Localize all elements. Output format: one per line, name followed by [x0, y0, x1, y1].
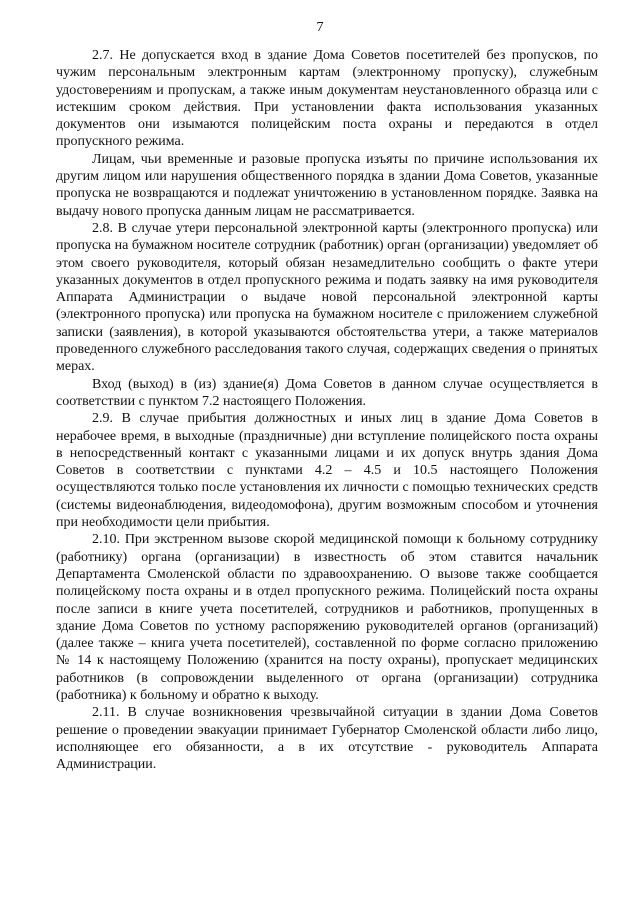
- paragraph-2-11: 2.11. В случае возникновения чрезвычайной ситуации в здании Дома Советов решение о проведении эвакуации принимает Губернатор Смоленской области либо лицо, исполняющее его обязанности, а в их отсутствие - руководитель Аппарата Администрации.: [56, 705, 598, 773]
- paragraph-2-9: 2.9. В случае прибытия должностных и иных лиц в здание Дома Советов в нерабочее время, в выходные (праздничные) дни вступление полицейского поста охраны в непосредственный контакт с указанными лицами и их допуск внутрь здания Дома Советов в соответствии с пунктами 4.2 – 4.5 и 10.5 настоящего Положения осуществляются только после установления их личности с помощью технических средств (системы видеонаблюдения, видеодомофона), другим возможным способом и уточнения при необходимости цели прибытия.: [56, 411, 598, 531]
- document-body: [56, 47, 598, 773]
- paragraph-confiscated-passes: Лицам, чьи временные и разовые пропуска изъяты по причине использования их другим лицом или нарушения общественного порядка в здании Дома Советов, указанные пропуска не возвращаются и подлежат уничтожению в установленном порядке. Заявка на выдачу нового пропуска данным лицам не рассматривается.: [56, 151, 598, 219]
- paragraph-2-7: 2.7. Не допускается вход в здание Дома Советов посетителей без пропусков, по чужим персональным электронным картам (электронному пропуску), служебным удостоверениям и пропускам, а также иным документам неустановленного образца или с истекшим сроком действия. При установлении факта использования указанных документов они изымаются полицейским поста охраны и передаются в отдел пропускного режима.: [56, 48, 598, 150]
- paragraph-2-10: 2.10. При экстренном вызове скорой медицинской помощи к больному сотруднику (работнику) органа (организации) в известность об этом ставится начальник Департамента Смоленской области по здравоохранению. О вызове также сообщается полицейскому поста охраны и в отдел пропускного режима. Полицейский поста охраны после записи в книге учета посетителей, сотрудников и работников, пропущенных в здание Дома Советов по устному распоряжению руководителей органов (организаций) (далее также – книга учета посетителей), составленной по форме согласно приложению № 14 к настоящему Положению (хранится на посту охраны), пропускает медицинских работников (в сопровождении выделенного от органа (организации) сотрудника (работника) к больному и обратно к выходу.: [56, 532, 598, 703]
- paragraph-entry-exit: Вход (выход) в (из) здание(я) Дома Советов в данном случае осуществляется в соответствии с пунктом 7.2 настоящего Положения.: [56, 376, 598, 409]
- paragraph-2-8: 2.8. В случае утери персональной электронной карты (электронного пропуска) или пропуска на бумажном носителе сотрудник (работник) орган (организации) уведомляет об этом своего руководителя, который обязан незамедлительно сообщить о факте утери указанных документов в отдел пропускного режима и подать заявку на имя руководителя Аппарата Администрации о выдаче новой персональной электронной карты (электронного пропуска) или пропуска на бумажном носителе с приложением служебной записки (заявления), в которой указываются обстоятельства утери, а также материалов проведенного служебного расследования такого случая, содержащих сведения о принятых мерах.: [56, 220, 598, 375]
- page-number: 7: [316, 20, 324, 35]
